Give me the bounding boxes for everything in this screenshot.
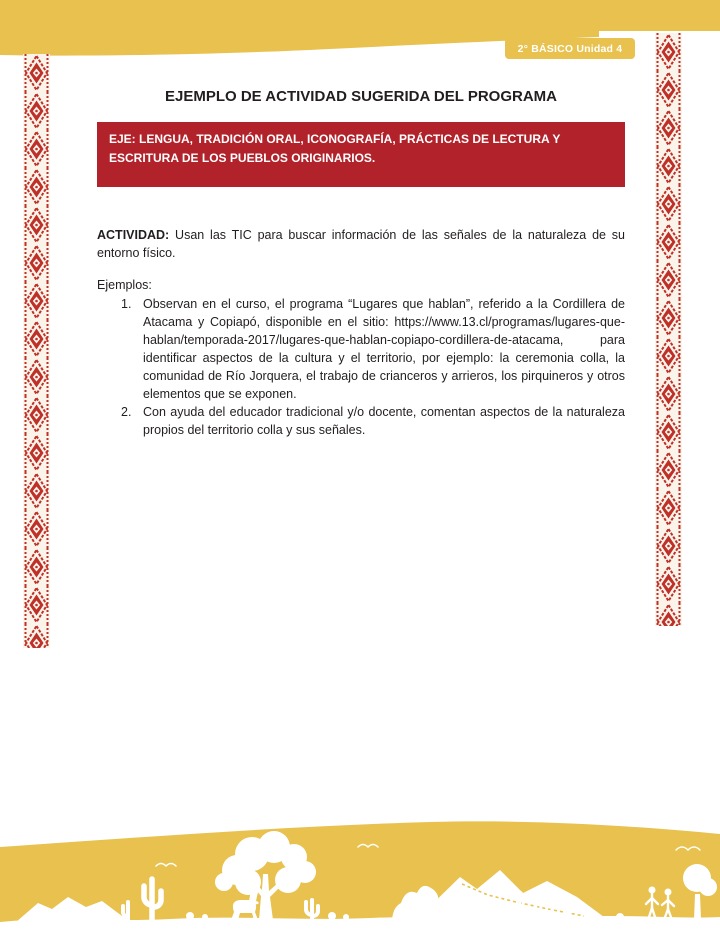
list-item-text: Observan en el curso, el programa “Lugares que hablan”, referido a la Cordillera de Atacama y Copiapó, disponible en el sitio: https://www.13.cl/programas/lugares-que-hablan/temporada-2017/lugares-que-hablan-copiapo-cordillera-de-atacama, para identificar aspectos de la cultura y el territorio, por ejemplo: la ceremonia colla, la comunidad de Río Jorquera, el trabajo de crianceros y arrieros, los pirquineros y otros elementos que se exponen. (143, 297, 625, 401)
activity-paragraph (97, 226, 625, 262)
activity-label: ACTIVIDAD: (97, 228, 170, 242)
shrub-silhouette (616, 913, 624, 921)
page-title: EJEMPLO DE ACTIVIDAD SUGERIDA DEL PROGRAMA (165, 88, 557, 105)
shrub-silhouette (328, 912, 336, 920)
right-textile-border-pattern (655, 33, 682, 626)
activity-text: Usan las TIC para buscar información de las señales de la naturaleza de su entorno físico. (97, 228, 625, 260)
left-textile-border-pattern (23, 54, 50, 648)
unit-badge (505, 38, 635, 59)
examples-heading: Ejemplos: (97, 278, 152, 292)
shrub-silhouette (343, 914, 349, 920)
list-item (97, 403, 625, 439)
list-item-number: 2. (121, 405, 132, 419)
eje-banner-text: EJE: LENGUA, TRADICIÓN ORAL, ICONOGRAFÍA, PRÁCTICAS DE LECTURA Y ESCRITURA DE LOS PUEBLOS ORIGINARIOS. (109, 132, 561, 165)
list-item (97, 295, 625, 403)
list-item-number: 1. (121, 297, 132, 311)
eje-banner (97, 122, 625, 187)
unit-badge-label: 2° BÁSICO Unidad 4 (517, 42, 623, 55)
footer-landscape-illustration (0, 790, 720, 932)
list-item-text: Con ayuda del educador tradicional y/o docente, comentan aspectos de la naturaleza propios del territorio colla y sus señales. (143, 405, 625, 437)
shrub-silhouette (202, 914, 208, 920)
examples-section (97, 276, 625, 439)
shrub-silhouette (186, 912, 194, 920)
